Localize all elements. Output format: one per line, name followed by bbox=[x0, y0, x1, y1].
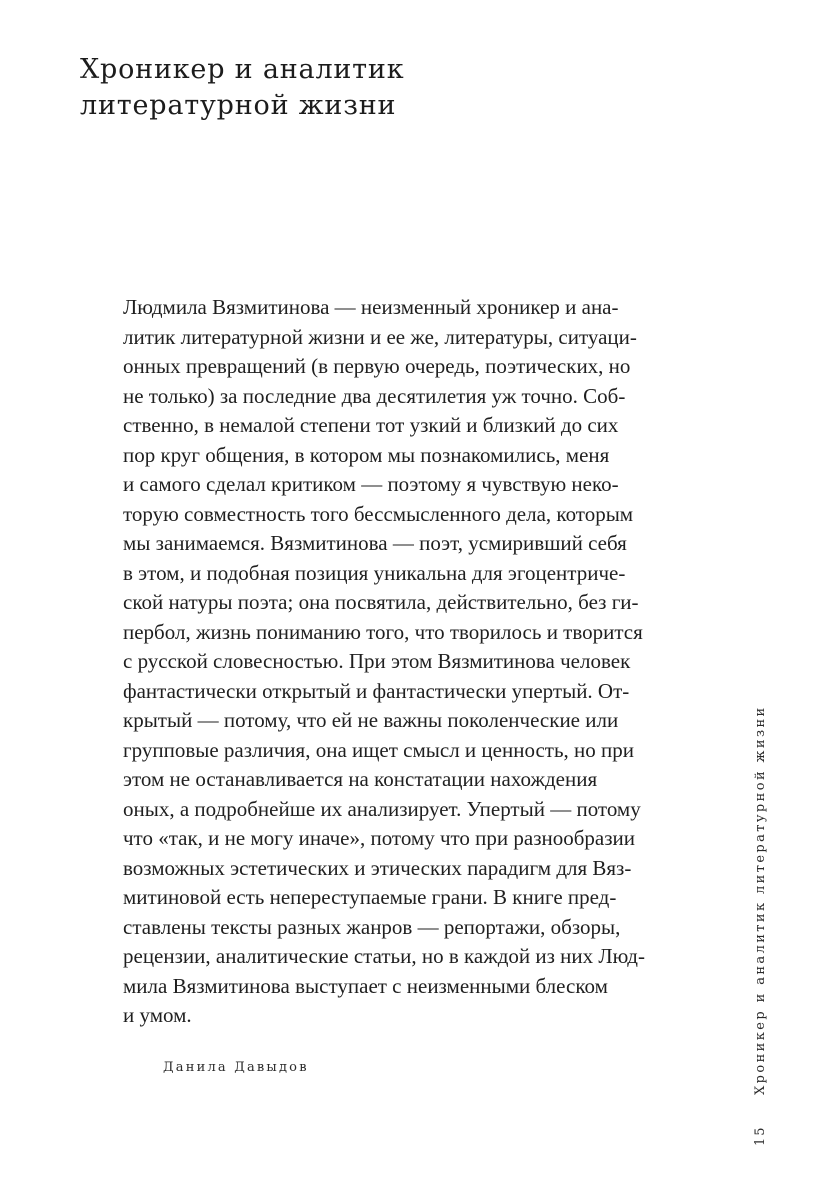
body-line: онных превращений (в первую очередь, поэтических, но bbox=[123, 354, 631, 378]
body-line: крытый — потому, что ей не важны поколенческие или bbox=[123, 708, 619, 732]
body-line: митиновой есть непереступаемые грани. В книге пред- bbox=[123, 885, 617, 909]
body-line: в этом, и подобная позиция уникальна для эгоцентриче- bbox=[123, 560, 626, 585]
body-line: возможных эстетических и этических парадигм для Вяз- bbox=[123, 855, 632, 880]
page-number: 15 bbox=[753, 1125, 768, 1146]
body-line: мила Вязмитинова выступает с неизменными блеском bbox=[123, 973, 608, 998]
body-line: не только) за последние два десятилетия уж точно. Соб- bbox=[123, 383, 626, 408]
body-line: оных, а подробнейше их анализирует. Упертый — потому bbox=[123, 796, 641, 821]
body-line: пор круг общения, в котором мы познакомились, меня bbox=[123, 442, 610, 467]
body-line: пербол, жизнь пониманию того, что творилось и творится bbox=[123, 619, 643, 644]
body-line: мы занимаемся. Вязмитинова — поэт, усмиривший себя bbox=[123, 531, 627, 555]
title-line: литературной жизни bbox=[80, 90, 397, 121]
body-line: ственно, в немалой степени тот узкий и близкий до сих bbox=[123, 413, 619, 437]
body-line: Людмила Вязмитинова — неизменный хроникер и ана- bbox=[123, 295, 619, 319]
body-line: и умом. bbox=[123, 1003, 192, 1027]
running-head: Хроникер и аналитик литературной жизни bbox=[753, 705, 768, 1095]
body-line: этом не останавливается на констатации нахождения bbox=[123, 767, 598, 791]
title-line: Хроникер и аналитик bbox=[80, 54, 405, 85]
body-line: рецензии, аналитические статьи, но в каждой из них Люд- bbox=[123, 944, 645, 968]
body-line: групповые различия, она ищет смысл и ценность, но при bbox=[123, 737, 635, 762]
page-title bbox=[80, 52, 404, 124]
body-line: литик литературной жизни и ее же, литературы, ситуаци- bbox=[123, 324, 637, 349]
body-paragraph bbox=[123, 293, 723, 1031]
body-line: фантастически открытый и фантастически упертый. От- bbox=[123, 678, 630, 703]
body-line: с русской словесностью. При этом Вязмитинова человек bbox=[123, 649, 631, 673]
body-line: что «так, и не могу иначе», потому что при разнообразии bbox=[123, 826, 636, 850]
body-line: и самого сделал критиком — поэтому я чувствую неко- bbox=[123, 472, 619, 496]
body-line: торую совместность того бессмысленного дела, которым bbox=[123, 501, 634, 526]
author-signature: Данила Давыдов bbox=[163, 1060, 309, 1075]
body-line: ской натуры поэта; она посвятила, действительно, без ги- bbox=[123, 590, 639, 614]
body-line: ставлены тексты разных жанров — репортажи, обзоры, bbox=[123, 914, 621, 939]
